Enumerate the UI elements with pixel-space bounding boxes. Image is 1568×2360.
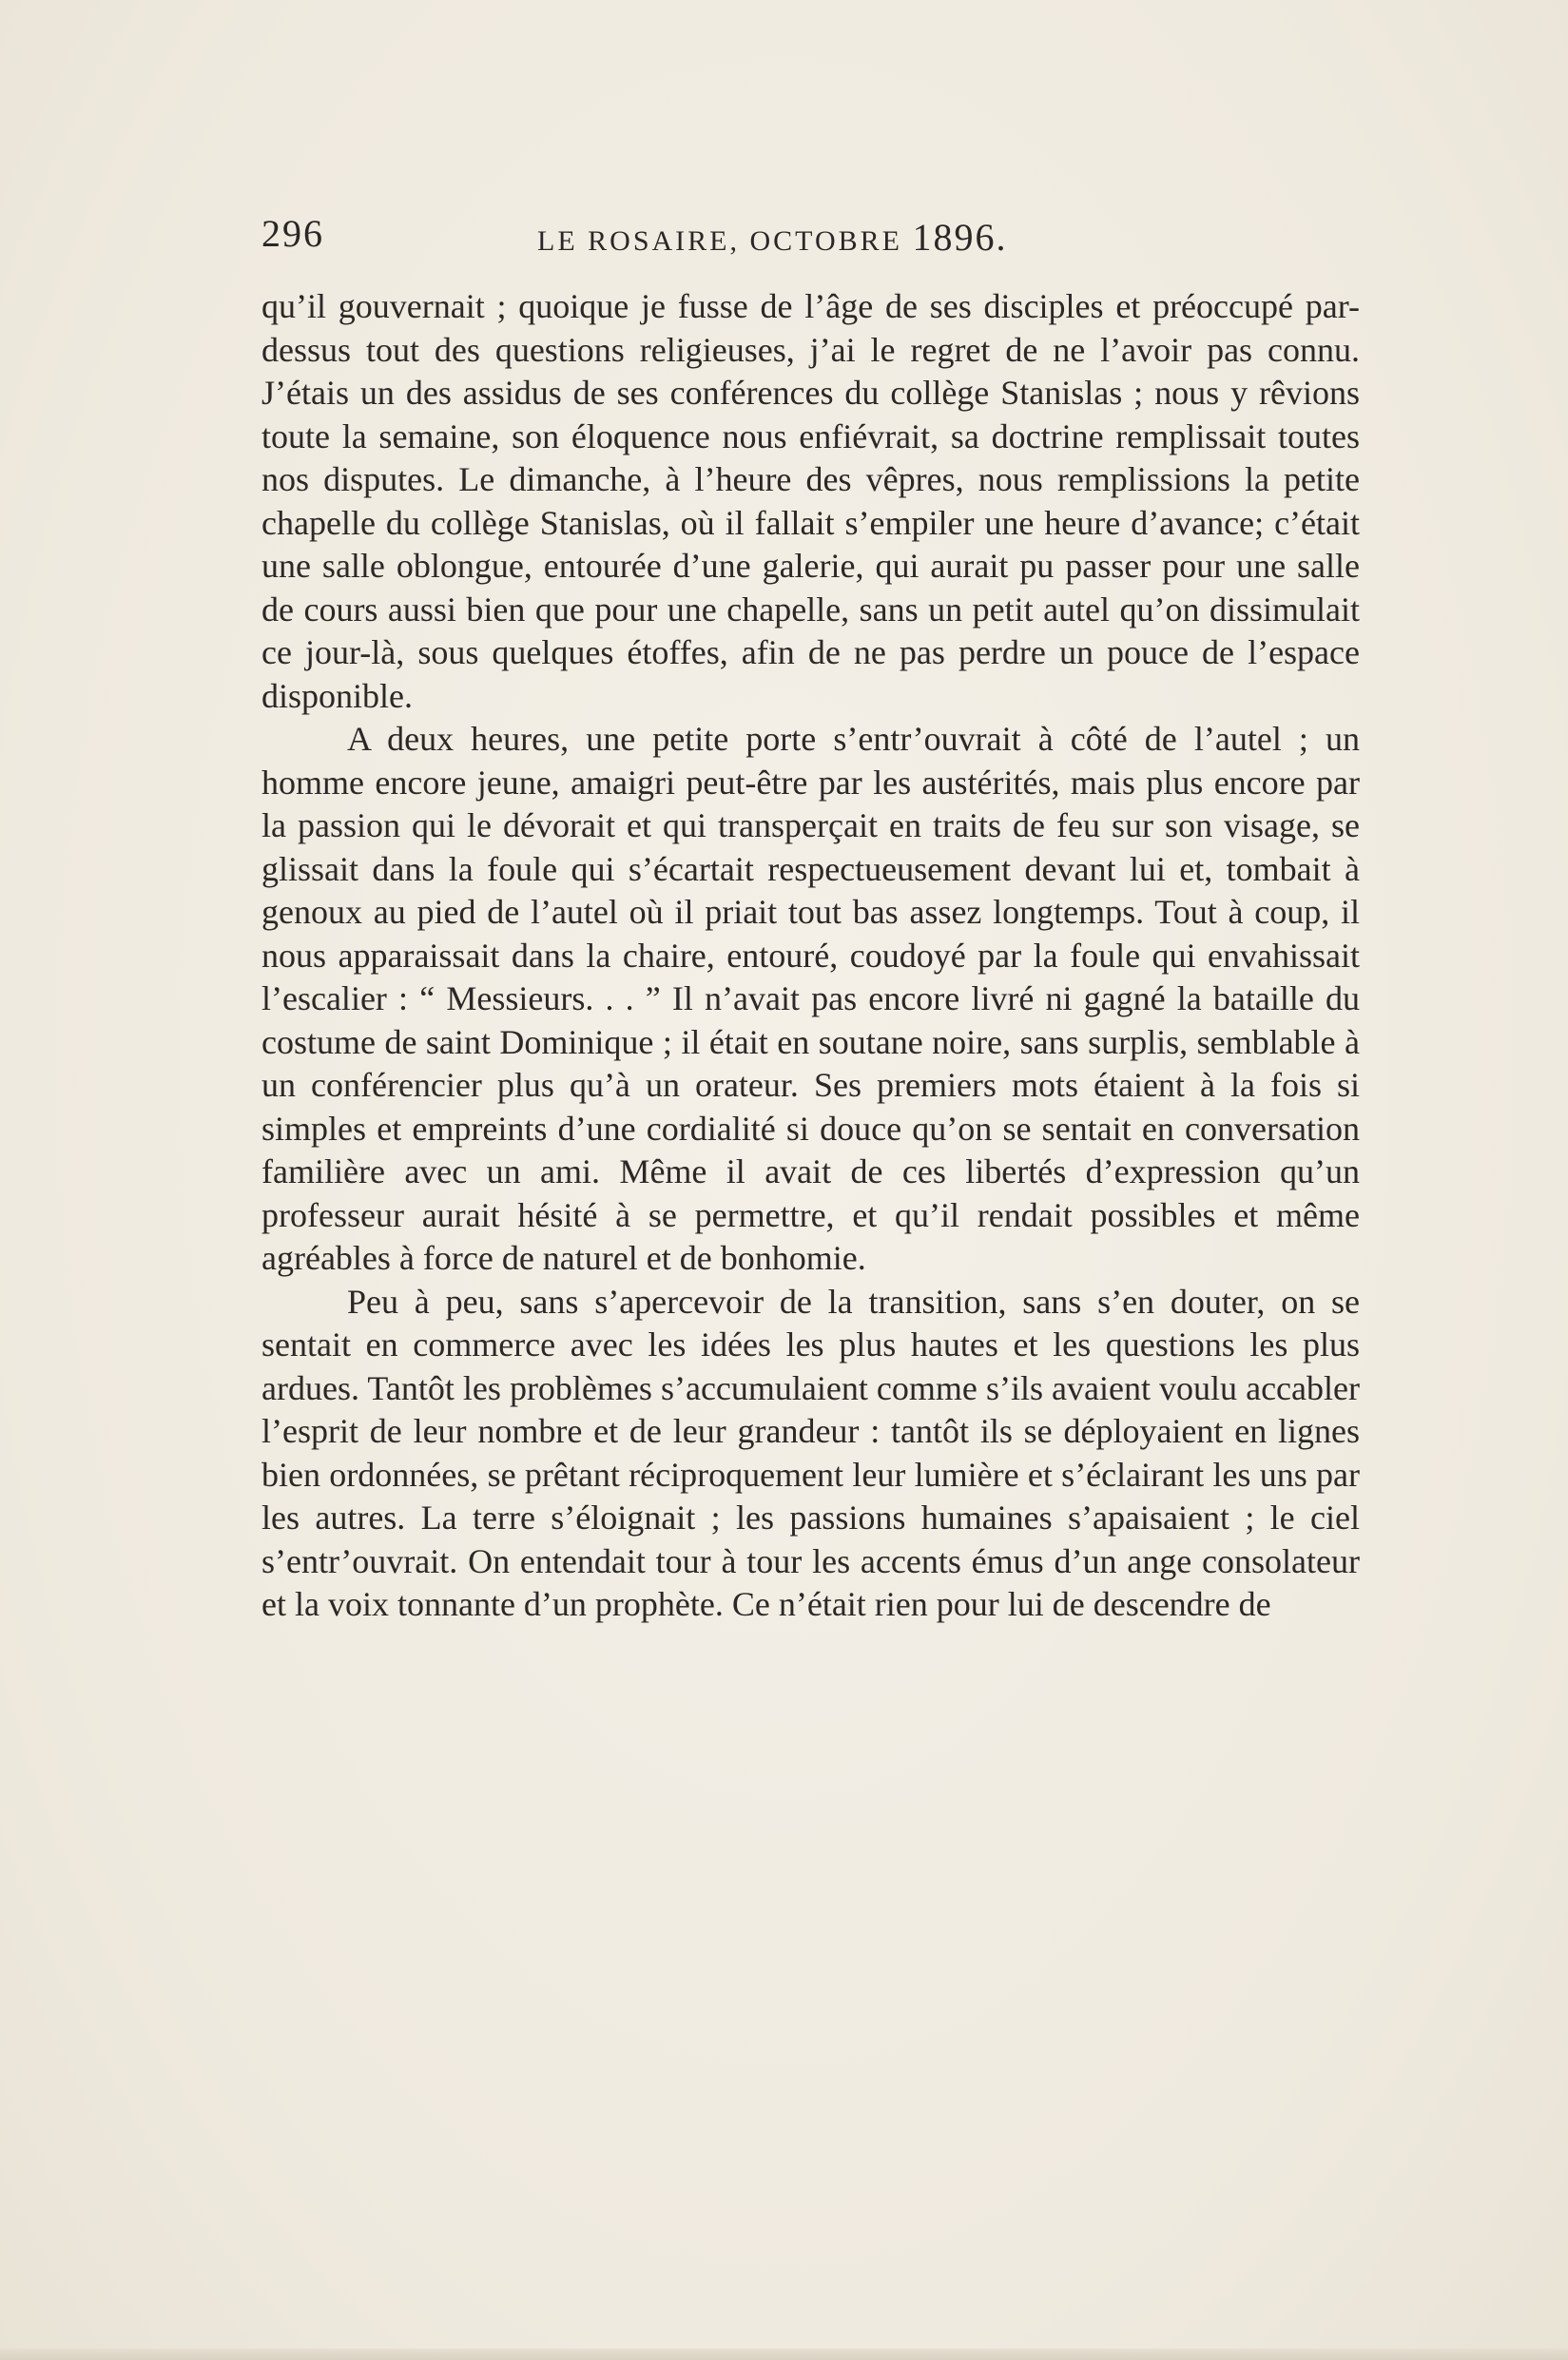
paragraph-1: qu’il gouvernait ; quoique je fusse de l’âge de ses disciples et préoccupé par-dessus tout des questions religieuses, j’ai le regret de ne l’avoir pas connu. J’étais un des assidus de ses conférences du collège Stanislas ; nous y rêvions toute la semaine, son éloquence nous enfiévrait, sa doctrine remplissait toutes nos disputes. Le dimanche, à l’heure des vêpres, nous remplissions la petite chapelle du collège Stanislas, où il fallait s’empiler une heure d’avance; c’était une salle oblongue, entourée d’une galerie, qui aurait pu passer pour une salle de cours aussi bien que pour une chapelle, sans un petit autel qu’on dissimulait ce jour-là, sous quelques étoffes, afin de ne pas perdre un pouce de l’espace disponible.	[261, 287, 1360, 715]
page-number: 296	[261, 212, 324, 255]
paragraph-2: A deux heures, une petite porte s’entr’ouvrait à côté de l’autel ; un homme encore jeune, amaigri peut-être par les austérités, mais plus encore par la passion qui le dévorait et qui transperçait en traits de feu sur son visage, se glissait dans la foule qui s’écartait respectueusement devant lui et, tombait à genoux au pied de l’autel où il priait tout bas assez longtemps. Tout à coup, il nous apparaissait dans la chaire, entouré, coudoyé par la foule qui envahissait l’escalier : “ Messieurs. . . ” Il n’avait pas encore livré ni gagné la bataille du costume de saint Dominique ; il était en soutane noire, sans surplis, semblable à un conférencier plus qu’à un orateur. Ses premiers mots étaient à la fois si simples et empreints d’une cordialité si douce qu’on se sentait en conversation familière avec un ami. Même il avait de ces libertés d’expression qu’un professeur aurait hésité à se permettre, et qu’il rendait possibles et même agréables à force de naturel et de bonhomie.	[261, 720, 1360, 1277]
page-header	[261, 211, 1360, 268]
body-text	[261, 285, 1360, 1627]
running-title-year: 1896.	[912, 216, 1008, 259]
paragraph-3: Peu à peu, sans s’apercevoir de la transition, sans s’en douter, on se sentait en commerce avec les idées les plus hautes et les questions les plus ardues. Tantôt les problèmes s’accumulaient comme s’ils avaient voulu accabler l’esprit de leur nombre et de leur grandeur : tantôt ils se déployaient en lignes bien ordonnées, se prêtant réciproquement leur lumière et s’éclairant les uns par les autres. La terre s’éloignait ; les passions humaines s’apaisaient ; le ciel s’entr’ouvrait. On entendait tour à tour les accents émus d’un ange consolateur et la voix tonnante d’un prophète. Ce n’était rien pour lui de descendre de	[261, 1282, 1360, 1623]
running-title	[537, 215, 1007, 260]
page-bottom-edge	[0, 2349, 1568, 2360]
running-title-text: LE ROSAIRE, OCTOBRE	[537, 225, 913, 257]
